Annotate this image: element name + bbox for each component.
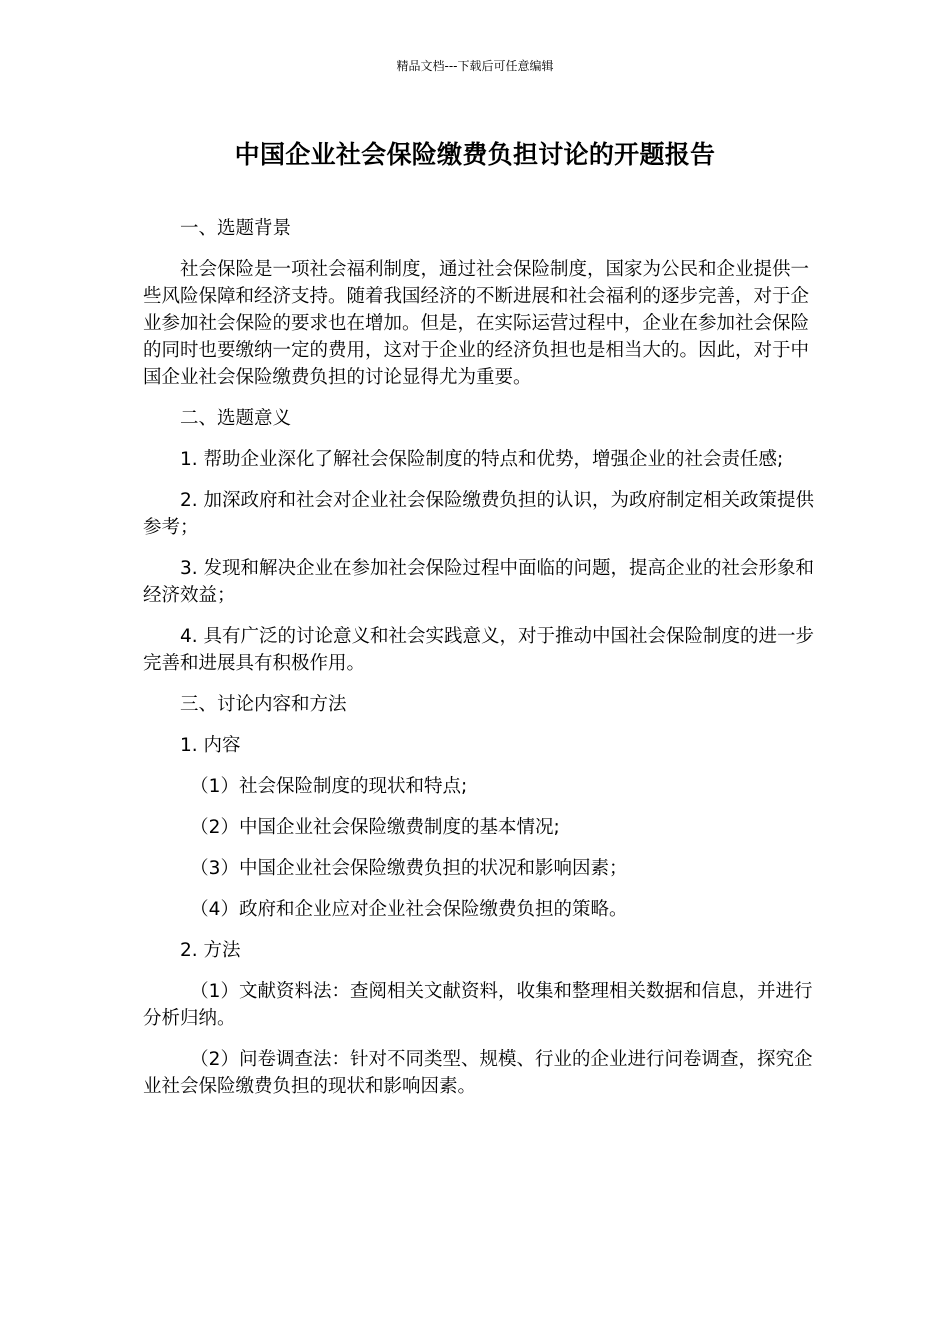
- significance-item: 3. 发现和解决企业在参加社会保险过程中面临的问题，提高企业的社会形象和经济效益；: [143, 558, 815, 606]
- method-item: （2）问卷调查法：针对不同类型、规模、行业的企业进行问卷调查，探究企业社会保险缴费负担的现状和影响因素。: [143, 1049, 813, 1097]
- background-paragraph: 社会保险是一项社会福利制度，通过社会保险制度，国家为公民和企业提供一些风险保障和经济支持。随着我国经济的不断进展和社会福利的逐步完善，对于企业参加社会保险的要求也在增加。但是，在实际运营过程中，企业在参加社会保险的同时也要缴纳一定的费用，这对于企业的经济负担也是相当大的。因此，对于中国企业社会保险缴费负担的讨论显得尤为重要。: [143, 259, 810, 388]
- content-item: （2）中国企业社会保险缴费制度的基本情况;: [190, 817, 560, 838]
- subheading-method: 2. 方法: [180, 940, 241, 961]
- significance-item: 2. 加深政府和社会对企业社会保险缴费负担的认识，为政府制定相关政策提供参考；: [143, 490, 815, 538]
- content-item: （4）政府和企业应对企业社会保险缴费负担的策略。: [190, 899, 628, 920]
- header-note: 精品文档---下载后可任意编辑: [396, 59, 554, 73]
- section-heading-background: 一、选题背景: [180, 218, 292, 239]
- section-heading-content-method: 三、讨论内容和方法: [180, 694, 347, 715]
- section-heading-significance: 二、选题意义: [180, 408, 292, 429]
- content-item: （3）中国企业社会保险缴费负担的状况和影响因素；: [190, 858, 628, 879]
- method-item: （1）文献资料法：查阅相关文献资料，收集和整理相关数据和信息，并进行分析归纳。: [143, 981, 813, 1029]
- document-body: [143, 215, 815, 1114]
- document-title: 中国企业社会保险缴费负担讨论的开题报告: [234, 140, 716, 169]
- content-item: （1）社会保险制度的现状和特点;: [190, 776, 468, 797]
- significance-item: 1. 帮助企业深化了解社会保险制度的特点和优势，增强企业的社会责任感;: [180, 449, 784, 470]
- significance-item: 4. 具有广泛的讨论意义和社会实践意义，对于推动中国社会保险制度的进一步完善和进展具有积极作用。: [143, 626, 815, 674]
- subheading-content: 1. 内容: [180, 735, 241, 756]
